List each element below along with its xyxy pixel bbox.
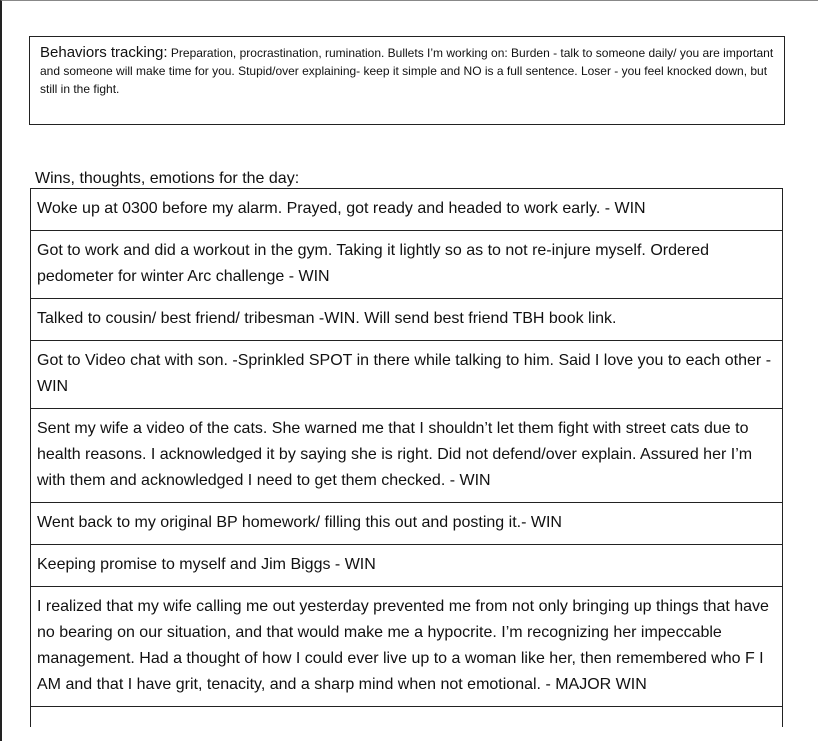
- win-entry: Got to work and did a workout in the gym. Taking it lightly so as to not re-injure myself. Ordered pedometer for winter Arc challenge - WIN: [30, 231, 783, 299]
- win-entry: Talked to cousin/ best friend/ tribesman -WIN. Will send best friend TBH book link.: [30, 299, 783, 341]
- wins-table: [30, 188, 783, 727]
- win-entry: Got to Video chat with son. -Sprinkled SPOT in there while talking to him. Said I love you to each other -WIN: [30, 341, 783, 409]
- behaviors-tracking-text: Preparation, procrastination, rumination. Bullets I’m working on: Burden - talk to someone daily/ you are important and someone will make time for you. Stupid/over explaining- keep it simple and NO is a full sentence. Loser - you feel knocked down, but still in the fight.: [40, 46, 774, 96]
- wins-heading: Wins, thoughts, emotions for the day:: [35, 170, 300, 187]
- win-entry: I realized that my wife calling me out yesterday prevented me from not only bringing up things that have no bearing on our situation, and that would make me a hypocrite. I’m recognizing her impeccable management. Had a thought of how I could ever live up to a woman like her, then remembered who F I AM and that I have grit, tenacity, and a sharp mind when not emotional. - MAJOR WIN: [30, 587, 783, 707]
- behaviors-tracking-title: Behaviors tracking:: [40, 44, 168, 61]
- win-entry: Keeping promise to myself and Jim Biggs - WIN: [30, 545, 783, 587]
- win-entry: Woke up at 0300 before my alarm. Prayed, got ready and headed to work early. - WIN: [30, 189, 783, 231]
- win-entry: Went back to my original BP homework/ filling this out and posting it.- WIN: [30, 503, 783, 545]
- win-entry-empty: [30, 707, 783, 727]
- behaviors-tracking-box: [29, 36, 785, 125]
- win-entry: Sent my wife a video of the cats. She warned me that I shouldn’t let them fight with street cats due to health reasons. I acknowledged it by saying she is right. Did not defend/over explain. Assured her I’m with them and acknowledged I need to get them checked. - WIN: [30, 409, 783, 503]
